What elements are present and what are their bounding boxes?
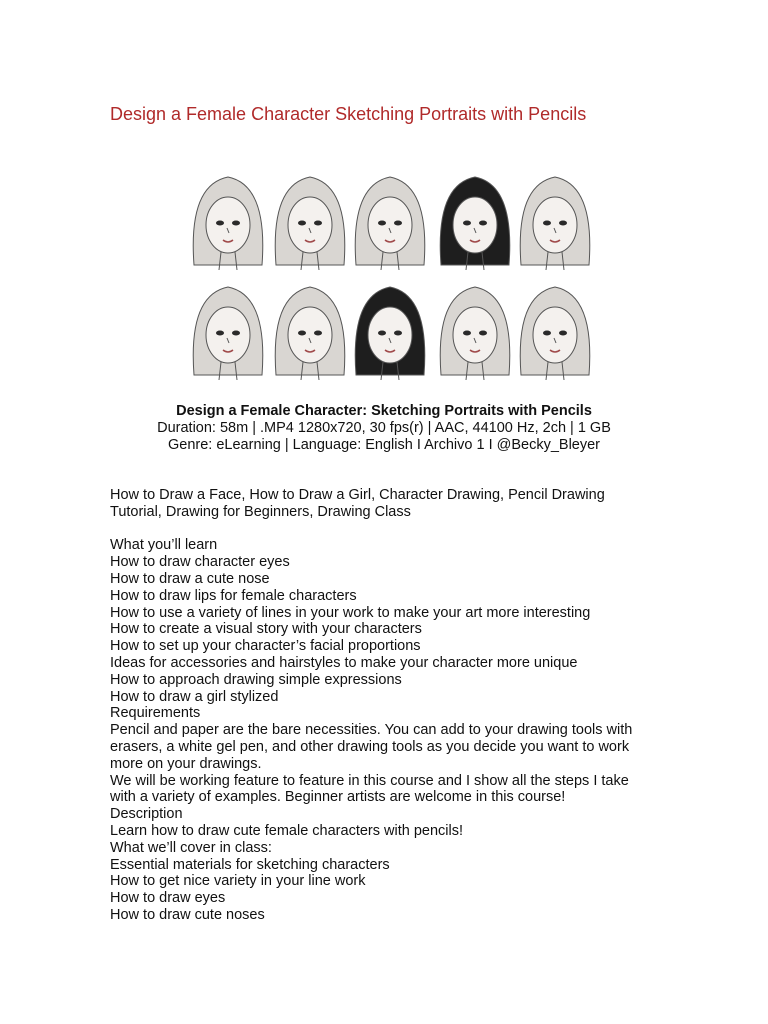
body-line: How to get nice variety in your line work — [110, 873, 366, 890]
body-line: How to create a visual story with your characters — [110, 621, 422, 638]
portrait-sketch — [440, 177, 510, 270]
body-line: Learn how to draw cute female characters with pencils! — [110, 822, 464, 839]
body-paragraph: Pencil and paper are the bare necessities. You can add to your drawing tools with erasers, a white gel pen, and other drawing tools as you decide you want to work more on your drawings. — [110, 722, 633, 772]
body-line: How to draw cute noses — [110, 906, 265, 923]
body-line: How to draw lips for female characters — [110, 587, 357, 604]
course-specs: Duration: 58m | .MP4 1280x720, 30 fps(r) | AAC, 44100 Hz, 2ch | 1 GB — [157, 420, 611, 436]
portrait-sketch — [193, 177, 263, 270]
body-line: How to set up your character’s facial proportions — [110, 638, 421, 655]
section-heading-requirements: Requirements — [110, 705, 201, 722]
course-caption — [110, 403, 658, 454]
body-line: How to use a variety of lines in your work to make your art more interesting — [110, 604, 591, 621]
portrait-sketch — [520, 287, 590, 380]
document-body — [110, 487, 650, 924]
portrait-sketch — [275, 287, 345, 380]
body-line: How to draw eyes — [110, 890, 226, 907]
body-line: Ideas for accessories and hairstyles to make your character more unique — [110, 654, 578, 671]
portrait-sketch — [520, 177, 590, 270]
body-line: How to approach drawing simple expressions — [110, 671, 402, 688]
course-heading: Design a Female Character: Sketching Portraits with Pencils — [176, 403, 592, 419]
portrait-sketch — [440, 287, 510, 380]
tags-paragraph: How to Draw a Face, How to Draw a Girl, Character Drawing, Pencil Drawing Tutorial, Drawing for Beginners, Drawing Class — [110, 487, 605, 520]
portrait-sketch — [355, 177, 425, 270]
body-line: How to draw a girl stylized — [110, 688, 279, 705]
body-line: How to draw a cute nose — [110, 570, 270, 587]
portrait-sketch — [275, 177, 345, 270]
course-genre: Genre: eLearning | Language: English I Archivo 1 I @Becky_Bleyer — [168, 437, 600, 453]
body-line: How to draw character eyes — [110, 554, 290, 571]
sketch-portraits-image — [190, 160, 600, 390]
body-line: What you’ll learn — [110, 537, 218, 554]
body-line: What we’ll cover in class: — [110, 839, 272, 856]
section-heading-description: Description — [110, 806, 183, 823]
document-title: Design a Female Character Sketching Portraits with Pencils — [110, 104, 587, 124]
body-line: Essential materials for sketching characters — [110, 856, 390, 873]
portrait-sketch — [193, 287, 263, 380]
body-paragraph: We will be working feature to feature in this course and I show all the steps I take with a variety of examples. Beginner artists are welcome in this course! — [110, 772, 629, 806]
portrait-sketch — [355, 287, 425, 380]
